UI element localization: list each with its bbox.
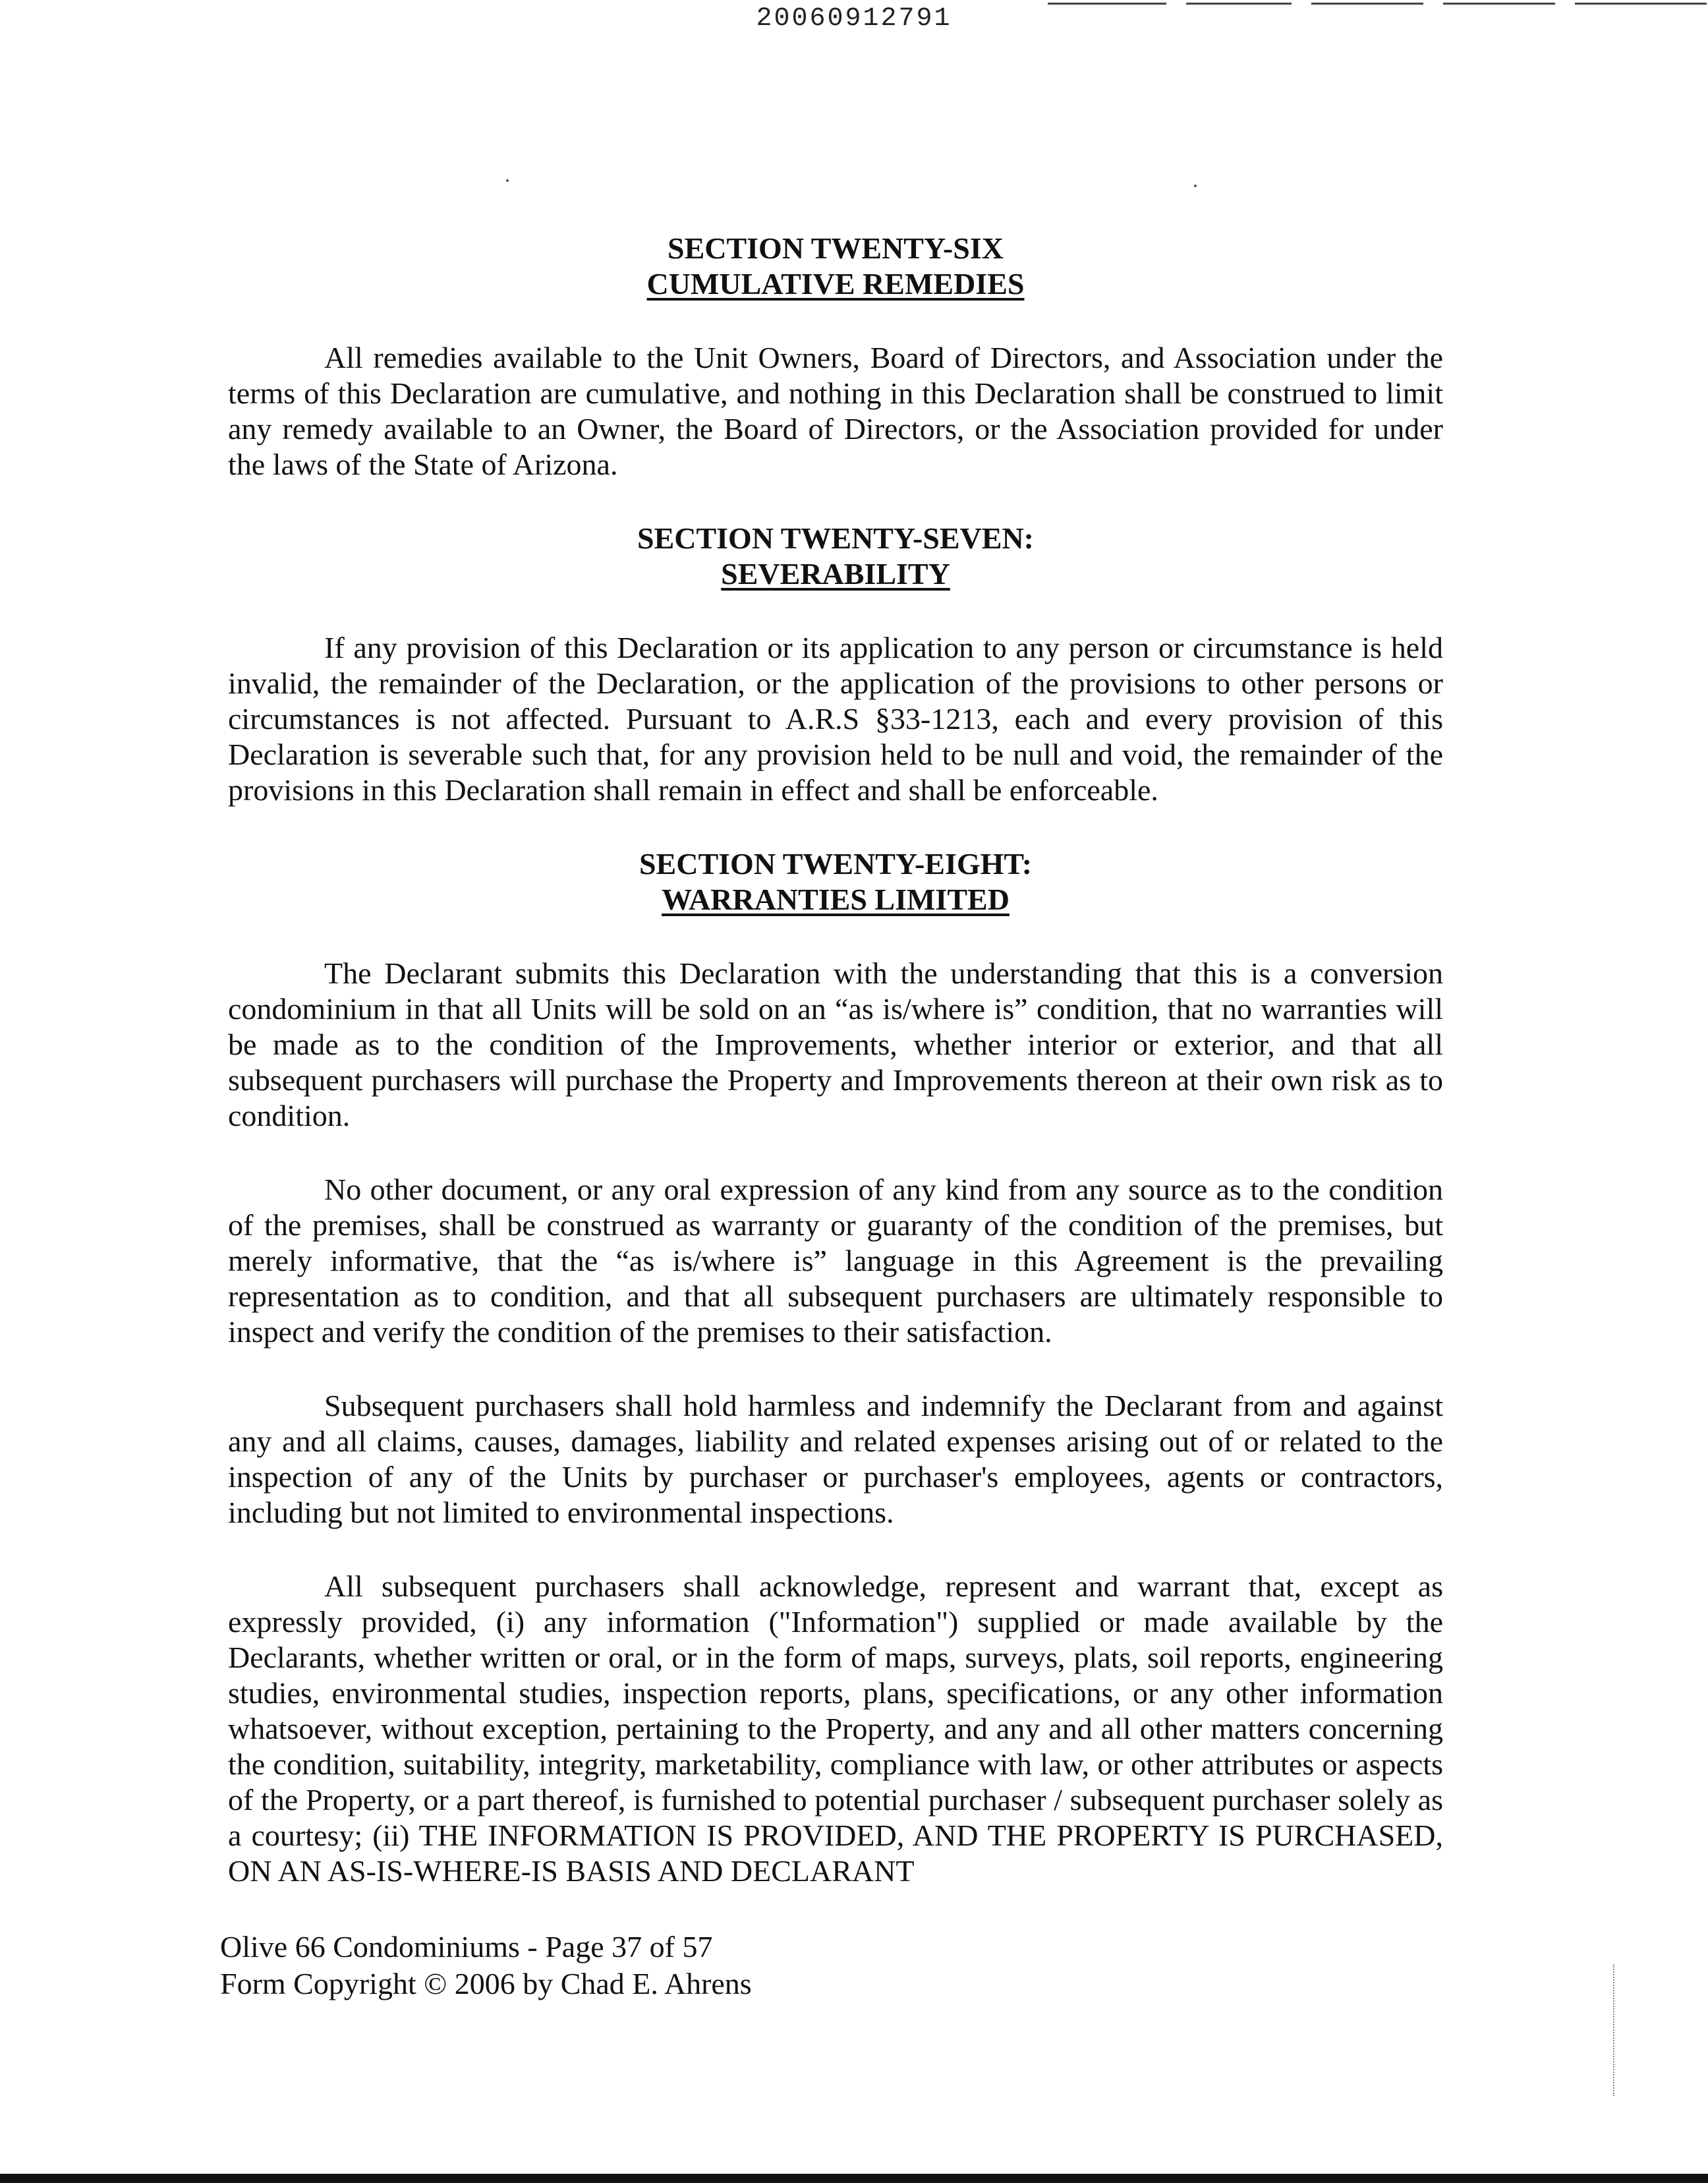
paragraph: Subsequent purchasers shall hold harmless and indemnify the Declarant from and against any and all claims, causes, damages, liability and related expenses arising out of or related to the inspection of any of the Units by purchaser or purchaser's employees, agents or contractors, including but not limited to environmental inspections.: [228, 1389, 1443, 1529]
paragraph: All subsequent purchasers shall acknowledge, represent and warrant that, except as expressly provided, (i) any information ("Information") supplied or made available by the Declarants, whether written or oral, or in the form of maps, surveys, plats, soil reports, engineering studies, environmental studies, inspection reports, plans, specifications, or any other information whatsoever, without exception, pertaining to the Property, and any and all other matters concerning the condition, suitability, integrity, marketability, compliance with law, or other attributes or aspects of the Property, or a part thereof, is furnished to potential purchaser / subsequent purchaser solely as a courtesy; (ii) THE INFORMATION IS PROVIDED, AND THE PROPERTY IS PURCHASED, ON AN AS-IS-WHERE-IS BASIS AND DECLARANT: [228, 1569, 1443, 1888]
section-subtitle: WARRANTIES LIMITED: [662, 883, 1010, 916]
paragraph: No other document, or any oral expression of any kind from any source as to the condition of the premises, shall be construed as warranty or guaranty of the condition of the premises, but merely informative, that the “as is/where is” language in this Agreement is the prevailing representation as to condition, and that all subsequent purchasers are ultimately responsible to inspect and verify the condition of the premises to their satisfaction.: [228, 1173, 1443, 1349]
section-number-title: SECTION TWENTY-SIX: [667, 231, 1004, 265]
footer-page-info: Olive 66 Condominiums - Page 37 of 57: [220, 1930, 713, 1964]
section-number-title: SECTION TWENTY-SEVEN:: [637, 521, 1035, 555]
scan-bottom-edge: [0, 2174, 1708, 2183]
paragraph: The Declarant submits this Declaration with the understanding that this is a conversion condominium in that all Units will be sold on an “as is/where is” condition, that no warranties will be made as to the condition of the Improvements, whether interior or exterior, and that all subsequent purchasers will purchase the Property and Improvements thereon at their own risk as to condition.: [228, 956, 1443, 1132]
section-heading: [228, 846, 1443, 917]
footer-copyright: Form Copyright © 2006 by Chad E. Ahrens: [220, 1967, 752, 2000]
section-subtitle: CUMULATIVE REMEDIES: [646, 267, 1025, 301]
section-heading: [228, 231, 1443, 302]
scan-edge-mark: [1613, 1964, 1614, 2096]
paragraph: If any provision of this Declaration or its application to any person or circumstance is held invalid, the remainder of the Declaration, or the application of the provisions to other persons or circumstances is not affected. Pursuant to A.R.S §33-1213, each and every provision of this Declaration is severable such that, for any provision held to be null and void, the remainder of the provisions in this Declaration shall remain in effect and shall be enforceable.: [228, 631, 1443, 807]
document-body: [228, 231, 1443, 1889]
document-number: 20060912791: [756, 4, 952, 34]
section-subtitle: SEVERABILITY: [721, 557, 950, 591]
paragraph: All remedies available to the Unit Owners, Board of Directors, and Association under the terms of this Declaration are cumulative, and nothing in this Declaration shall be construed to limit any remedy available to an Owner, the Board of Directors, or the Association provided for under the laws of the State of Arizona.: [228, 341, 1443, 481]
page-footer: [220, 1929, 752, 2002]
section-number-title: SECTION TWENTY-EIGHT:: [639, 847, 1033, 881]
scan-speck: [506, 179, 509, 182]
section-heading: [228, 521, 1443, 592]
scan-speck: [1194, 185, 1197, 187]
